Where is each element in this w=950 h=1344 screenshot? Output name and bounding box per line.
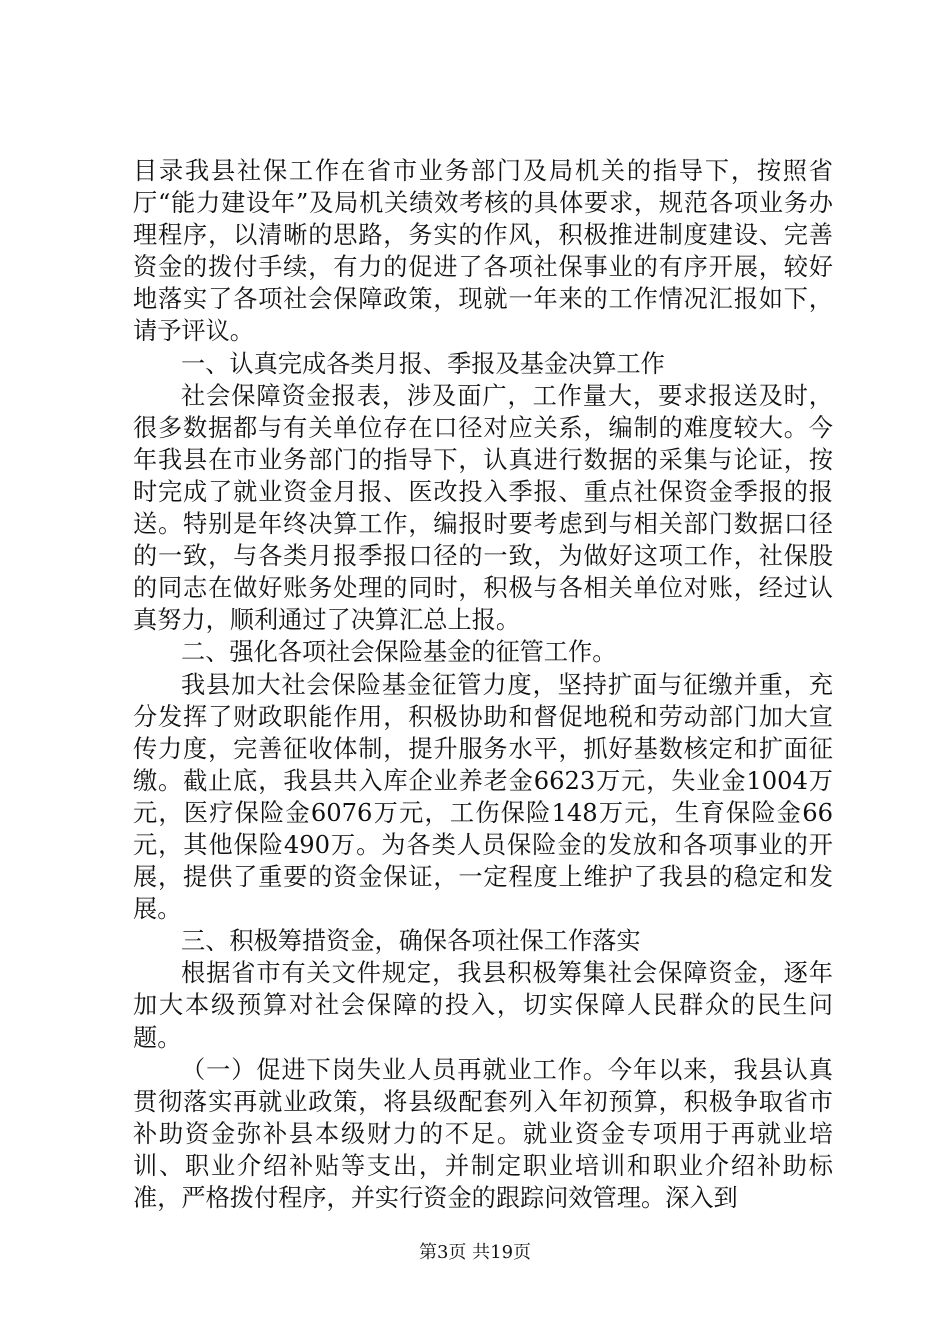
section-heading-2: 二、强化各项社会保险基金的征管工作。 <box>181 638 617 667</box>
intro-paragraph: 目录我县社保工作在省市业务部门及局机关的指导下，按照省厅“能力建设年”及局机关绩效考核的具体要求，规范各项业务办理程序，以清晰的思路，务实的作风，积极推进制度建设、完善资金的拨付手续，有力的促进了各项社保事业的有序开展，较好地落实了各项社会保障政策，现就一年来的工作情况汇报如下，请予评议。 <box>133 157 833 346</box>
section-heading-3: 三、积极筹措资金，确保各项社保工作落实 <box>181 927 641 956</box>
section-paragraph-3: 根据省市有关文件规定，我县积极筹集社会保障资金，逐年加大本级预算对社会保障的投入，切实保障人民群众的民生问题。 <box>133 959 833 1052</box>
document-body <box>133 155 833 1214</box>
section-paragraph-2: 我县加大社会保险基金征管力度，坚持扩面与征缴并重，充分发挥了财政职能作用，积极协助和督促地税和劳动部门加大宣传力度，完善征收体制，提升服务水平，抓好基数核定和扩面征缴。截止底，我县共入库企业养老金6623万元，失业金1004万元，医疗保险金6076万元，工伤保险148万元，生育保险金66元，其他保险490万。为各类人员保险金的发放和各项事业的开展，提供了重要的资金保证，一定程度上维护了我县的稳定和发展。 <box>133 670 833 924</box>
page-footer: 第3页 共19页 <box>418 1242 532 1263</box>
section-paragraph-1: 社会保障资金报表，涉及面广，工作量大，要求报送及时，很多数据都与有关单位存在口径对应关系，编制的难度较大。今年我县在市业务部门的指导下，认真进行数据的采集与论证，按时完成了就业资金月报、医改投入季报、重点社保资金季报的报送。特别是年终决算工作，编报时要考虑到与相关部门数据口径的一致，与各类月报季报口径的一致，为做好这项工作，社保股的同志在做好账务处理的同时，积极与各相关单位对账，经过认真努力，顺利通过了决算汇总上报。 <box>133 381 833 635</box>
section-heading-1: 一、认真完成各类月报、季报及基金决算工作 <box>181 349 665 378</box>
subsection-paragraph-1: （一）促进下岗失业人员再就业工作。今年以来，我县认真贯彻落实再就业政策，将县级配套列入年初预算，积极争取省市补助资金弥补县本级财力的不足。就业资金专项用于再就业培训、职业介绍补贴等支出，并制定职业培训和职业介绍补助标准，严格拨付程序，并实行资金的跟踪问效管理。深入到 <box>133 1055 833 1212</box>
